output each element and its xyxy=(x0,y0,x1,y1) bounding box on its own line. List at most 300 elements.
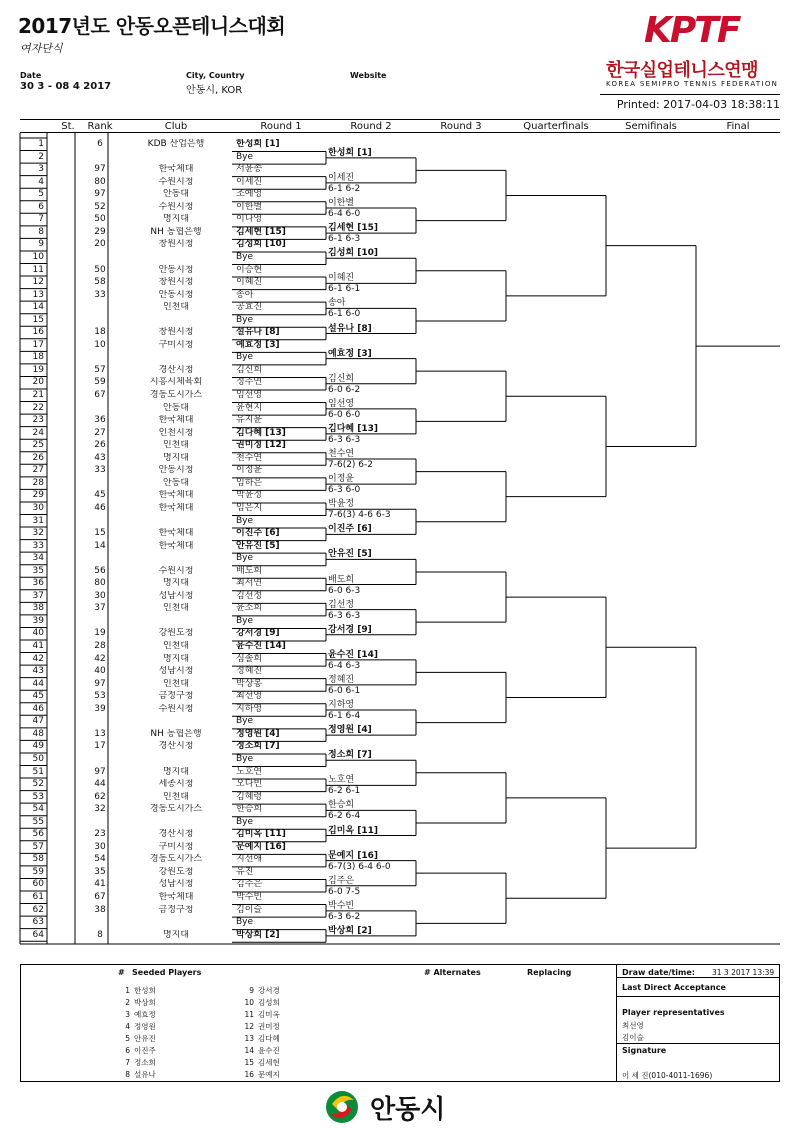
draw-position: 40 xyxy=(32,628,44,639)
player-name: 이승현 xyxy=(236,264,263,275)
player-name: 정영원 xyxy=(236,728,263,739)
player-club: 수원시청 xyxy=(158,703,194,714)
draw-position: 52 xyxy=(32,779,44,790)
seed-entry-name: 정영원 xyxy=(134,1022,156,1031)
draw-position: 46 xyxy=(32,703,44,714)
seed-number: [3] xyxy=(265,339,280,350)
round2-player: 김다혜 [13] xyxy=(328,423,378,434)
player-name: Bye xyxy=(236,515,254,526)
seed-entry-name: 김다혜 xyxy=(258,1034,280,1043)
round2-player: 박상희 [2] xyxy=(328,925,372,936)
player-club: NH 농협은행 xyxy=(150,728,202,739)
draw-position: 15 xyxy=(32,314,44,325)
round2-player: 김주은 xyxy=(328,875,355,886)
round2-player: 김미옥 [11] xyxy=(328,825,378,836)
draw-position: 55 xyxy=(32,816,44,827)
round2-score: 6-0 6-0 xyxy=(328,409,361,420)
round2-score: 6-2 6-4 xyxy=(328,811,361,822)
player-name: 이세진 xyxy=(236,176,263,187)
seed-entry xyxy=(118,985,156,996)
player-rep-1: 최선영 xyxy=(622,1021,644,1030)
player-rank: 58 xyxy=(94,277,106,288)
draw-position: 2 xyxy=(38,151,44,162)
player-club: 인천대 xyxy=(162,302,190,313)
player-rank: 97 xyxy=(94,189,106,200)
signature-value: 이 세 진(010-4011-1696) xyxy=(622,1071,713,1080)
col-st: St. xyxy=(61,121,75,132)
player-club: 경산시청 xyxy=(158,829,194,840)
round2-score: 6-1 6-4 xyxy=(328,711,361,722)
player-name: 권미정 xyxy=(236,440,263,451)
player-name: 박윤정 xyxy=(236,490,263,501)
player-rank: 38 xyxy=(94,904,106,915)
round2-player: 이정윤 xyxy=(328,474,355,485)
player-club: 한국체대 xyxy=(158,892,194,902)
seed-entry xyxy=(118,1045,156,1056)
seed-number: [9] xyxy=(265,628,280,639)
draw-position: 8 xyxy=(38,226,44,237)
seed-entry xyxy=(236,985,280,996)
seed-entry xyxy=(118,1033,156,1044)
player-club: 한국체대 xyxy=(158,164,194,175)
round2-score: 7-6(3) 4-6 6-3 xyxy=(328,510,391,521)
andong-city-logo xyxy=(322,1088,512,1126)
replacing-title: Replacing xyxy=(527,968,572,977)
draw-position: 64 xyxy=(32,929,44,940)
seed-entry-name: 강서경 xyxy=(258,986,280,995)
draw-position: 25 xyxy=(32,440,44,451)
city-value: 안동시, KOR xyxy=(186,85,243,96)
player-name: 조예영 xyxy=(236,189,263,200)
round2-score: 6-1 6-2 xyxy=(328,183,361,194)
player-name: 윤소희 xyxy=(236,603,263,614)
round2-player: 김선정 xyxy=(328,599,355,610)
player-club: 창원시청 xyxy=(158,327,194,338)
player-club: 성남시청 xyxy=(158,590,194,601)
player-name: Bye xyxy=(236,816,254,827)
round2-score: 6-1 6-0 xyxy=(328,309,361,320)
draw-position: 6 xyxy=(38,201,44,212)
seeded-hash: # xyxy=(118,968,125,977)
player-name: Bye xyxy=(236,314,254,325)
seed-entry-name: 이진주 xyxy=(134,1046,156,1055)
player-name: 정소희 xyxy=(236,741,263,752)
round2-player: 문예지 [16] xyxy=(328,850,378,861)
draw-position: 11 xyxy=(32,264,44,275)
player-rank: 30 xyxy=(94,590,106,601)
player-club: 구미시청 xyxy=(158,339,194,350)
draw-position: 32 xyxy=(32,528,44,539)
player-name: 임하은 xyxy=(236,477,263,488)
round2-player: 박윤정 xyxy=(328,499,355,510)
round2-score: 6-0 6-3 xyxy=(328,585,361,596)
player-club: 창원시청 xyxy=(158,277,194,288)
player-rank: 28 xyxy=(94,641,106,651)
player-club: 안동시청 xyxy=(158,264,194,275)
player-club: 경동도시가스 xyxy=(149,804,203,815)
round2-score: 6-3 6-3 xyxy=(328,434,361,445)
draw-position: 60 xyxy=(32,879,44,890)
player-rank: 50 xyxy=(94,214,106,225)
player-rank: 67 xyxy=(94,892,106,902)
player-name: 유지윤 xyxy=(236,415,263,426)
player-name: 문예지 xyxy=(236,841,263,852)
round2-score: 6-0 6-2 xyxy=(328,384,361,395)
seed-entry xyxy=(118,1057,156,1068)
player-rank: 57 xyxy=(94,364,106,375)
player-name: 김미옥 xyxy=(236,829,263,840)
player-club: 한국체대 xyxy=(158,490,194,501)
player-rank: 29 xyxy=(94,226,106,237)
player-name: Bye xyxy=(236,251,254,262)
player-club: 인천대 xyxy=(162,678,190,689)
round2-player: 이세진 xyxy=(328,172,355,183)
seed-entry-name: 권미정 xyxy=(258,1022,280,1031)
player-name: 설유나 xyxy=(236,327,263,338)
seed-entry xyxy=(236,1045,280,1056)
draw-position: 57 xyxy=(32,841,44,852)
player-name: 서윤송 xyxy=(236,164,263,175)
round2-score: 6-2 6-1 xyxy=(328,786,361,797)
player-rank: 27 xyxy=(94,427,106,438)
draw-position: 47 xyxy=(32,716,44,727)
player-rank: 33 xyxy=(94,289,106,300)
player-club: 구미시청 xyxy=(158,841,194,852)
city-name: 안동시 xyxy=(370,1095,446,1125)
player-club: 인천대 xyxy=(162,791,190,802)
player-name: 김세현 xyxy=(236,226,263,237)
draw-position: 29 xyxy=(32,490,44,501)
player-rank: 50 xyxy=(94,264,106,275)
draw-position: 37 xyxy=(32,590,44,601)
player-club: 인천대 xyxy=(162,641,190,651)
player-name: 안유진 xyxy=(236,540,263,551)
seed-entry-number: 2 xyxy=(125,998,130,1007)
printed-timestamp: Printed: 2017-04-03 18:38:11 xyxy=(616,98,780,111)
player-name: 배도희 xyxy=(236,565,263,576)
player-name: 윤수진 xyxy=(236,641,263,651)
seed-entry xyxy=(236,1057,280,1068)
date-label: Date xyxy=(20,71,42,80)
signature-label: Signature xyxy=(622,1046,667,1055)
player-rank: 20 xyxy=(94,239,106,250)
last-direct-acceptance: Last Direct Acceptance xyxy=(622,983,726,992)
player-name: 김이슬 xyxy=(236,904,263,915)
player-name: 한승희 xyxy=(236,804,263,815)
player-club: 경동도시가스 xyxy=(149,390,203,400)
round2-player: 지하영 xyxy=(328,700,355,711)
player-name: Bye xyxy=(236,151,254,162)
player-name: 최서연 xyxy=(236,578,263,589)
player-name: 김주은 xyxy=(236,879,263,890)
seed-number: [14] xyxy=(265,641,286,651)
draw-position: 9 xyxy=(38,239,44,250)
seed-entry-number: 13 xyxy=(244,1034,254,1043)
round2-player: 한승희 xyxy=(328,800,355,811)
player-rank: 6 xyxy=(97,139,103,149)
round2-score: 6-0 6-1 xyxy=(328,685,361,696)
player-name: 이정윤 xyxy=(236,465,263,476)
col-semifinals: Semifinals xyxy=(625,121,677,132)
player-club: 한국체대 xyxy=(158,540,194,551)
player-name: 김다혜 xyxy=(236,427,263,438)
draw-position: 54 xyxy=(32,804,44,815)
seed-entry-number: 1 xyxy=(125,986,130,995)
draw-position: 23 xyxy=(32,415,44,426)
player-name: 공효진 xyxy=(236,302,263,313)
player-rank: 13 xyxy=(94,728,106,739)
player-name: 오다빈 xyxy=(236,779,263,790)
draw-position: 31 xyxy=(32,515,44,526)
round2-score: 6-4 6-0 xyxy=(328,209,361,220)
seed-number: [10] xyxy=(265,239,286,250)
round2-player: 김신희 xyxy=(328,373,355,384)
seed-number: [1] xyxy=(265,139,280,149)
draw-position: 27 xyxy=(32,465,44,476)
player-name: 김선정 xyxy=(236,590,263,601)
round2-player: 이진주 [6] xyxy=(328,524,372,535)
round2-score: 6-4 6-3 xyxy=(328,660,361,671)
player-rank: 62 xyxy=(94,791,106,802)
draw-position: 22 xyxy=(32,402,44,413)
player-name: 심솔희 xyxy=(236,653,263,664)
player-rank: 54 xyxy=(94,854,106,865)
player-name: 송아 xyxy=(236,289,254,300)
player-club: 한국체대 xyxy=(158,528,194,539)
seed-entry-number: 7 xyxy=(125,1058,130,1067)
player-club: 명지대 xyxy=(162,452,190,463)
player-club: 경동도시가스 xyxy=(149,854,203,865)
player-rank: 40 xyxy=(94,666,106,677)
player-name: Bye xyxy=(236,553,254,564)
draw-position: 43 xyxy=(32,666,44,677)
logo-korean: 한국실업테니스연맹 xyxy=(606,60,758,81)
draw-position: 48 xyxy=(32,728,44,739)
seed-entry-number: 16 xyxy=(244,1070,254,1079)
player-reps-title: Player representatives xyxy=(622,1008,725,1017)
round2-player: 김성희 [10] xyxy=(328,248,378,259)
draw-position: 13 xyxy=(32,289,44,300)
player-rank: 18 xyxy=(94,327,106,338)
player-club: 명지대 xyxy=(162,214,190,225)
seed-number: [11] xyxy=(265,829,286,840)
seed-entry-name: 윤수진 xyxy=(258,1046,280,1055)
round2-player: 윤수진 [14] xyxy=(328,649,378,660)
round2-player: 이한별 xyxy=(328,198,355,209)
draw-date-value: 31 3 2017 13:39 xyxy=(712,968,775,977)
player-rank: 80 xyxy=(94,176,106,187)
player-rank: 17 xyxy=(94,741,106,752)
player-rank: 80 xyxy=(94,578,106,589)
draw-position: 53 xyxy=(32,791,44,802)
draw-position: 7 xyxy=(38,214,44,225)
player-rank: 19 xyxy=(94,628,106,639)
seed-entry-number: 5 xyxy=(125,1034,130,1043)
player-name: 지하영 xyxy=(236,703,263,714)
draw-position: 26 xyxy=(32,452,44,463)
col-club: Club xyxy=(164,121,188,132)
col-round3: Round 3 xyxy=(440,121,482,132)
round2-player: 정혜진 xyxy=(328,674,355,685)
alternates-title: # Alternates xyxy=(424,968,481,977)
logo-text: KPTF xyxy=(644,10,740,48)
player-name: Bye xyxy=(236,352,254,363)
player-club: 경산시청 xyxy=(158,364,194,375)
player-rank: 39 xyxy=(94,703,106,714)
seed-entry xyxy=(118,1009,156,1020)
draw-position: 10 xyxy=(32,251,44,262)
seed-entry-number: 14 xyxy=(244,1046,254,1055)
draw-position: 14 xyxy=(32,302,44,313)
draw-position: 35 xyxy=(32,565,44,576)
seed-entry-name: 정소희 xyxy=(134,1058,156,1067)
draw-position: 62 xyxy=(32,904,44,915)
draw-position: 38 xyxy=(32,603,44,614)
round2-player: 노호연 xyxy=(328,775,355,786)
round2-player: 정영원 [4] xyxy=(328,725,372,736)
col-final: Final xyxy=(726,121,750,132)
player-rank: 52 xyxy=(94,201,106,212)
seed-entry-number: 4 xyxy=(125,1022,130,1031)
player-name: Bye xyxy=(236,753,254,764)
seed-number: [2] xyxy=(265,929,280,940)
round2-player: 예효정 [3] xyxy=(328,348,372,359)
seed-entry-name: 박상희 xyxy=(134,998,156,1007)
player-name: 천수연 xyxy=(236,452,263,463)
seed-entry-number: 12 xyxy=(244,1022,254,1031)
seed-number: [4] xyxy=(265,728,280,739)
player-club: 금정구청 xyxy=(158,691,194,702)
draw-date-label: Draw date/time: xyxy=(622,968,695,977)
seed-number: [16] xyxy=(265,841,286,852)
page-title: 2017년도 안동오픈테니스대회 xyxy=(18,14,286,38)
draw-position: 42 xyxy=(32,653,44,664)
player-name: 지선애 xyxy=(236,854,263,865)
player-rank: 26 xyxy=(94,440,106,451)
draw-position: 16 xyxy=(32,327,44,338)
player-club: 안동시청 xyxy=(158,465,194,476)
col-rank: Rank xyxy=(87,121,113,132)
player-rank: 97 xyxy=(94,678,106,689)
player-rank: 42 xyxy=(94,653,106,664)
player-rank: 32 xyxy=(94,804,106,815)
seed-entry xyxy=(236,1009,280,1020)
player-club: 경산시청 xyxy=(158,741,194,752)
col-round1: Round 1 xyxy=(260,121,302,132)
draw-position: 5 xyxy=(38,189,44,200)
event-name: 여자단식 xyxy=(20,42,63,55)
player-rank: 67 xyxy=(94,390,106,400)
round2-score: 6-3 6-2 xyxy=(328,911,361,922)
player-club: 안동시청 xyxy=(158,289,194,300)
player-club: 창원시청 xyxy=(158,239,194,250)
seed-entry-number: 11 xyxy=(244,1010,254,1019)
player-rank: 36 xyxy=(94,415,106,426)
round2-score: 6-1 6-1 xyxy=(328,284,361,295)
round2-score: 6-1 6-3 xyxy=(328,234,361,245)
round2-player: 강서경 [9] xyxy=(328,624,372,635)
seed-entry-name: 김세현 xyxy=(258,1058,280,1067)
player-club: 한국체대 xyxy=(158,502,194,513)
player-rank: 33 xyxy=(94,465,106,476)
player-name: 임은지 xyxy=(236,502,263,513)
round2-player: 천수연 xyxy=(328,449,355,460)
draw-position: 17 xyxy=(32,339,44,350)
player-name: 이혜진 xyxy=(236,277,263,288)
player-club: KDB 산업은행 xyxy=(147,139,205,149)
draw-position: 51 xyxy=(32,766,44,777)
player-club: 한국체대 xyxy=(158,415,194,426)
player-club: 명지대 xyxy=(162,653,190,664)
seed-entry xyxy=(236,1033,280,1044)
seed-number: [15] xyxy=(265,226,286,237)
player-name: 정주연 xyxy=(236,377,263,388)
draw-position: 56 xyxy=(32,829,44,840)
seed-entry-name: 한성희 xyxy=(134,986,156,995)
player-club: 명지대 xyxy=(162,766,190,777)
player-club: 강원도청 xyxy=(158,628,194,639)
round2-score: 6-0 7-5 xyxy=(328,886,361,897)
seed-entry xyxy=(118,997,156,1008)
player-name: 강서경 xyxy=(236,628,263,639)
player-rank: 30 xyxy=(94,841,106,852)
draw-position: 30 xyxy=(32,502,44,513)
round2-player: 임선영 xyxy=(328,398,355,409)
player-name: 윤현지 xyxy=(236,402,263,413)
player-name: 박상봉 xyxy=(236,678,263,689)
draw-position: 36 xyxy=(32,578,44,589)
player-club: 안동대 xyxy=(162,477,190,488)
seed-entry-name: 김성희 xyxy=(258,998,280,1007)
player-name: 한성희 xyxy=(236,139,263,149)
seed-entry-number: 10 xyxy=(244,998,254,1007)
player-rank: 53 xyxy=(94,691,106,702)
round2-player: 박수빈 xyxy=(328,900,355,911)
player-rank: 23 xyxy=(94,829,106,840)
seed-number: [8] xyxy=(265,327,280,338)
draw-position: 59 xyxy=(32,866,44,877)
round2-player: 안유진 [5] xyxy=(328,549,372,560)
round2-score: 6-7(3) 6-4 6-0 xyxy=(328,861,391,872)
website-label: Website xyxy=(350,71,387,80)
player-rank: 14 xyxy=(94,540,106,551)
player-club: 수원시청 xyxy=(158,565,194,576)
player-rep-2: 김이슬 xyxy=(622,1033,644,1042)
player-club: 성남시청 xyxy=(158,879,194,890)
seed-entry-name: 문예지 xyxy=(258,1070,280,1079)
player-club: 안동대 xyxy=(162,189,190,200)
player-name: 박수빈 xyxy=(236,892,263,902)
seed-entry xyxy=(236,1021,280,1032)
draw-position: 3 xyxy=(38,164,44,175)
player-rank: 10 xyxy=(94,339,106,350)
round2-player: 배도희 xyxy=(328,574,355,585)
round2-player: 송아 xyxy=(328,298,346,309)
draw-position: 18 xyxy=(32,352,44,363)
seed-entry-number: 8 xyxy=(125,1070,130,1079)
seed-number: [12] xyxy=(265,440,286,451)
player-club: 인천시청 xyxy=(158,427,194,438)
seed-entry-name: 안유진 xyxy=(134,1034,156,1043)
seed-entry xyxy=(118,1021,156,1032)
player-club: 강원도청 xyxy=(158,866,194,877)
draw-position: 4 xyxy=(38,176,44,187)
draw-position: 41 xyxy=(32,641,44,651)
draw-position: 24 xyxy=(32,427,44,438)
player-rank: 97 xyxy=(94,766,106,777)
seed-entry-name: 설유나 xyxy=(134,1070,156,1079)
player-name: Bye xyxy=(236,615,254,626)
